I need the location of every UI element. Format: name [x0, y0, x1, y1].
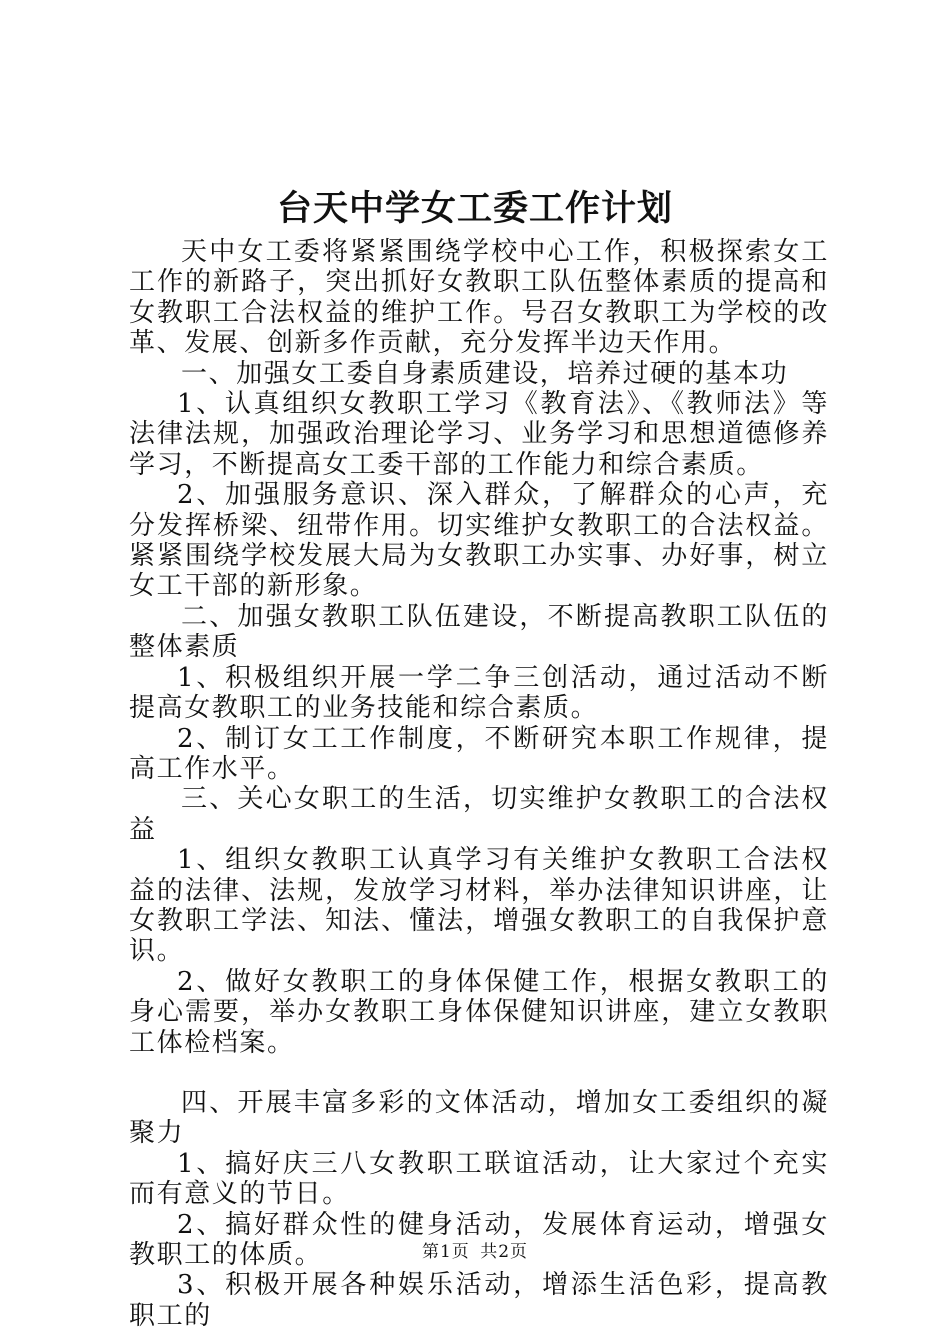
section-heading-4: 四、开展丰富多彩的文体活动，增加女工委组织的凝聚力 [129, 1087, 829, 1149]
document-body [129, 237, 829, 1331]
section-heading-3: 三、关心女职工的生活，切实维护女教职工的合法权益 [129, 784, 829, 845]
list-item: 1、积极组织开展一学二争三创活动，通过活动不断提高女教职工的业务技能和综合素质。 [129, 662, 829, 724]
page-total: 共2页 [480, 1242, 529, 1262]
intro-paragraph: 天中女工委将紧紧围绕学校中心工作，积极探索女工工作的新路子，突出抓好女教职工队伍整体素质的提高和女教职工合法权益的维护工作。号召女教职工为学校的改革、发展、创新多作贡献，充分发挥半边天作用。 [129, 237, 829, 359]
section-heading-1: 一、加强女工委自身素质建设，培养过硬的基本功 [181, 358, 789, 389]
section-heading-2: 二、加强女教职工队伍建设，不断提高教职工队伍的整体素质 [129, 601, 829, 663]
page-number: 第1页 [421, 1242, 470, 1262]
list-item: 2、做好女教职工的身体保健工作，根据女教职工的身心需要，举办女教职工身体保健知识讲座，建立女教职工体检档案。 [129, 966, 829, 1058]
paragraph-spacer [129, 1058, 829, 1088]
list-item: 3、积极开展各种娱乐活动，增添生活色彩，提高教职工的 [129, 1270, 829, 1331]
list-item: 1、搞好庆三八女教职工联谊活动，让大家过个充实而有意义的节日。 [129, 1148, 829, 1210]
document-title: 台天中学女工委工作计划 [276, 188, 673, 229]
list-item: 1、认真组织女教职工学习《教育法》、《教师法》等法律法规，加强政治理论学习、业务学习和思想道德修养学习，不断提高女工委干部的工作能力和综合素质。 [129, 389, 829, 480]
list-item: 2、搞好群众性的健身活动，发展体育运动，增强女教职工的体质。 [129, 1209, 829, 1270]
list-item: 1、组织女教职工认真学习有关维护女教职工合法权益的法律、法规，发放学习材料，举办法律知识讲座，让女教职工学法、知法、懂法，增强女教职工的自我保护意识。 [129, 845, 829, 967]
page-footer [0, 1240, 950, 1264]
list-item: 2、加强服务意识、深入群众，了解群众的心声，充分发挥桥梁、纽带作用。切实维护女教职工的合法权益。紧紧围绕学校发展大局为女教职工办实事、办好事，树立女工干部的新形象。 [129, 480, 829, 602]
list-item: 2、制订女工工作制度，不断研究本职工作规律，提高工作水平。 [129, 723, 829, 784]
